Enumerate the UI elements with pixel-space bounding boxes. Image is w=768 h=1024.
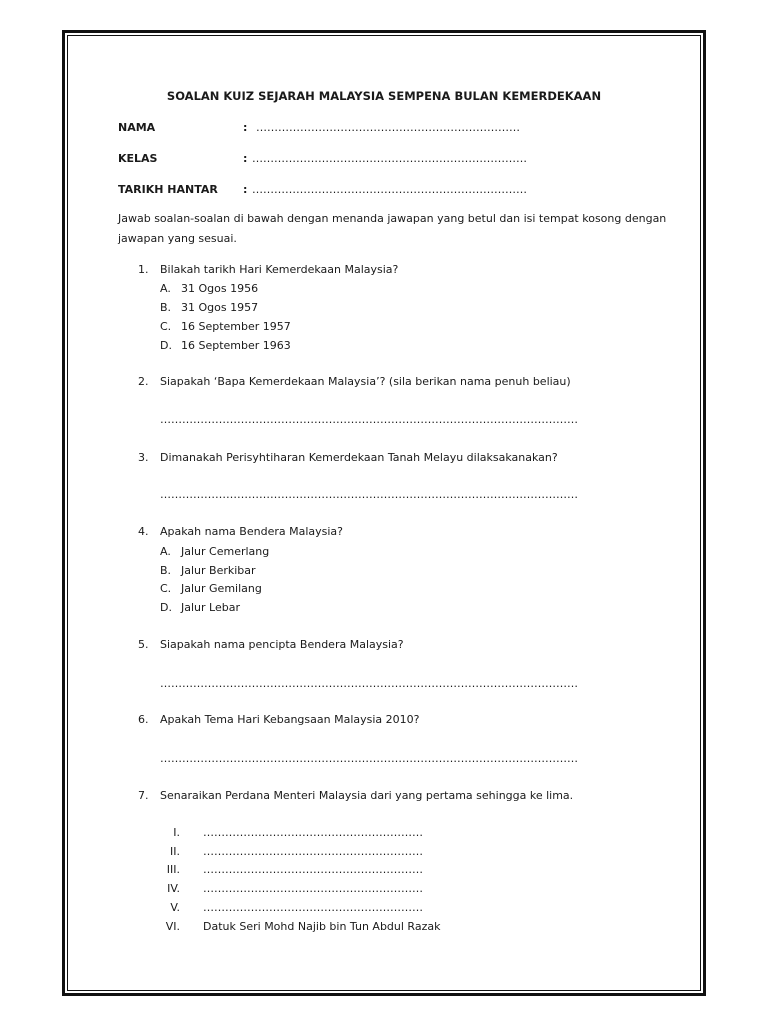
- q7-answer-6: Datuk Seri Mohd Najib bin Tun Abdul Razak: [203, 920, 441, 933]
- q5-number: 5.: [138, 638, 149, 651]
- q1-number: 1.: [138, 263, 149, 276]
- q1-option-a[interactable]: 31 Ogos 1956: [181, 282, 259, 295]
- q4-option-c-letter: C.: [160, 582, 172, 595]
- q4-number: 4.: [138, 525, 149, 538]
- q2-text: Siapakah ‘Bapa Kemerdekaan Malaysia’? (sila berikan nama penuh beliau): [160, 375, 571, 388]
- q7-answer-3[interactable]: ……………………………………………………: [203, 863, 423, 876]
- field-label-tarikh: TARIKH HANTAR: [118, 183, 218, 196]
- q1-option-c-letter: C.: [160, 320, 172, 333]
- q7-roman-1: I.: [173, 826, 180, 839]
- field-colon-tarikh: :: [243, 183, 248, 196]
- q7-roman-6: VI.: [165, 920, 180, 933]
- q4-option-a[interactable]: Jalur Cemerlang: [181, 545, 270, 558]
- q4-option-a-letter: A.: [160, 545, 171, 558]
- q4-option-c[interactable]: Jalur Gemilang: [181, 582, 262, 595]
- q4-option-b[interactable]: Jalur Berkibar: [181, 564, 256, 577]
- q7-roman-5: V.: [170, 901, 180, 914]
- q4-option-b-letter: B.: [160, 564, 172, 577]
- field-blank-tarikh[interactable]: …………………………………………………………………: [252, 183, 527, 196]
- field-blank-kelas[interactable]: …………………………………………………………………: [252, 152, 527, 165]
- q2-answer-line[interactable]: ……………………………………………………………………………………………………: [160, 413, 578, 426]
- q3-number: 3.: [138, 451, 149, 464]
- q4-text: Apakah nama Bendera Malaysia?: [160, 525, 343, 538]
- q7-text: Senaraikan Perdana Menteri Malaysia dari yang pertama sehingga ke lima.: [160, 789, 574, 802]
- q1-option-b-letter: B.: [160, 301, 172, 314]
- instructions-line-1: Jawab soalan-soalan di bawah dengan menanda jawapan yang betul dan isi tempat kosong dengan: [118, 212, 667, 225]
- q7-answer-1[interactable]: ……………………………………………………: [203, 826, 423, 839]
- q5-answer-line[interactable]: ……………………………………………………………………………………………………: [160, 677, 578, 690]
- q3-answer-line[interactable]: ……………………………………………………………………………………………………: [160, 488, 578, 501]
- q7-number: 7.: [138, 789, 149, 802]
- q7-answer-5[interactable]: ……………………………………………………: [203, 901, 423, 914]
- field-label-nama: NAMA: [118, 121, 156, 134]
- q4-option-d[interactable]: Jalur Lebar: [181, 601, 240, 614]
- q6-answer-line[interactable]: ……………………………………………………………………………………………………: [160, 752, 578, 765]
- field-colon-kelas: :: [243, 152, 248, 165]
- q6-number: 6.: [138, 713, 149, 726]
- instructions-line-2: jawapan yang sesuai.: [118, 232, 237, 245]
- q1-option-c[interactable]: 16 September 1957: [181, 320, 291, 333]
- field-label-kelas: KELAS: [118, 152, 158, 165]
- q2-number: 2.: [138, 375, 149, 388]
- q1-text: Bilakah tarikh Hari Kemerdekaan Malaysia?: [160, 263, 399, 276]
- q7-roman-3: III.: [166, 863, 180, 876]
- q4-option-d-letter: D.: [160, 601, 172, 614]
- q7-roman-2: II.: [170, 845, 180, 858]
- field-colon-nama: :: [243, 121, 248, 134]
- q3-text: Dimanakah Perisyhtiharan Kemerdekaan Tanah Melayu dilaksakanakan?: [160, 451, 558, 464]
- field-blank-nama[interactable]: ………………………………………………………………: [256, 121, 520, 134]
- q7-roman-4: IV.: [167, 882, 180, 895]
- q1-option-d[interactable]: 16 September 1963: [181, 339, 291, 352]
- q1-option-d-letter: D.: [160, 339, 172, 352]
- q5-text: Siapakah nama pencipta Bendera Malaysia?: [160, 638, 404, 651]
- q7-answer-2[interactable]: ……………………………………………………: [203, 845, 423, 858]
- q1-option-a-letter: A.: [160, 282, 171, 295]
- q7-answer-4[interactable]: ……………………………………………………: [203, 882, 423, 895]
- q1-option-b[interactable]: 31 Ogos 1957: [181, 301, 259, 314]
- page-title: SOALAN KUIZ SEJARAH MALAYSIA SEMPENA BULAN KEMERDEKAAN: [166, 89, 602, 103]
- q6-text: Apakah Tema Hari Kebangsaan Malaysia 2010?: [160, 713, 420, 726]
